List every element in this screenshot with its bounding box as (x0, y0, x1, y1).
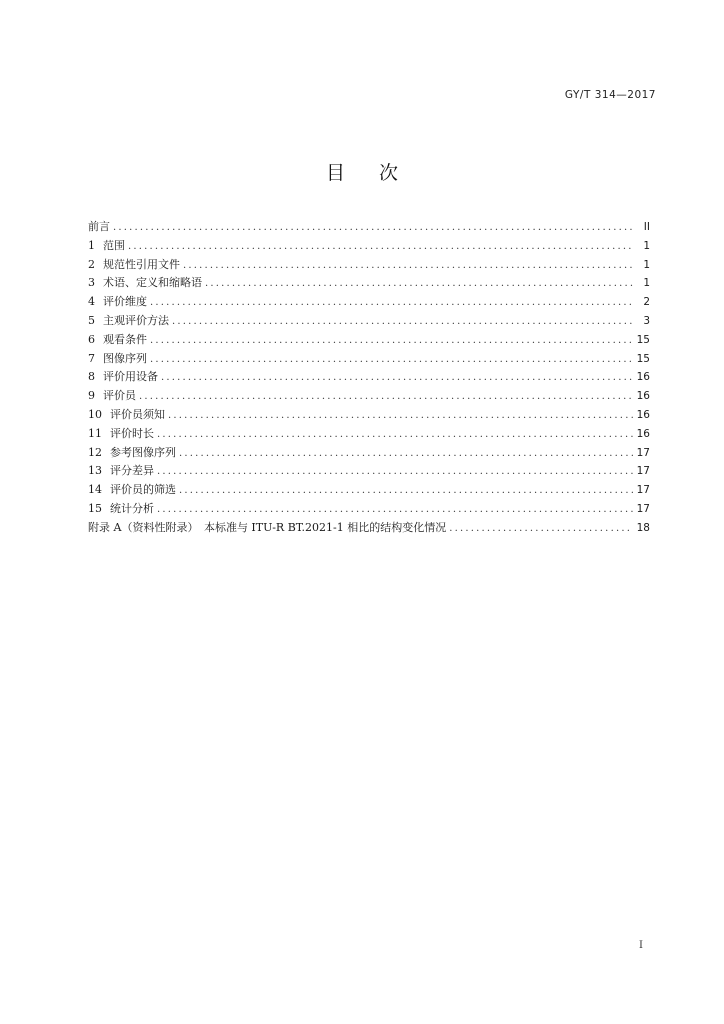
toc-entry-text: 范围 (103, 238, 125, 252)
toc-entry-text: 规范性引用文件 (103, 257, 180, 271)
toc-entry-text: 参考图像序列 (110, 445, 176, 459)
dot-leader (449, 520, 633, 539)
toc-entry-text: 评价时长 (110, 426, 154, 440)
title-char-2: 次 (379, 162, 399, 184)
toc-entry-page: 2 (643, 296, 650, 309)
toc-entry[interactable] (88, 293, 650, 312)
toc-entry-number: 8 (88, 370, 95, 384)
toc-entry-text: 评分差异 (110, 464, 154, 478)
toc-entry[interactable] (88, 425, 650, 444)
toc-entry-number: 12 (88, 445, 102, 459)
page-number: I (639, 940, 643, 951)
toc-entry-text: 主观评价方法 (103, 313, 169, 327)
toc-entry[interactable] (88, 406, 650, 425)
toc-entry[interactable] (88, 331, 650, 350)
toc-entry-text: 评价员 (103, 389, 136, 403)
toc-entry[interactable] (88, 462, 650, 481)
toc-entry-number: 10 (88, 407, 102, 421)
toc-entry[interactable] (88, 481, 650, 500)
toc-entry-label (88, 387, 136, 406)
toc-entry-label (88, 425, 154, 444)
toc-entry-page: 17 (636, 465, 650, 478)
dot-leader (128, 238, 633, 257)
toc-entry-label (88, 462, 154, 481)
toc-entry-number: 11 (88, 426, 102, 440)
toc-entry-number: 13 (88, 464, 102, 478)
table-of-contents (88, 218, 650, 538)
document-code: GY/T 314—2017 (564, 89, 656, 101)
toc-entry-label (88, 312, 169, 331)
toc-entry-label (88, 368, 158, 387)
toc-entry-page: 16 (636, 390, 650, 403)
toc-entry-page: 15 (636, 333, 650, 346)
toc-entry-label (88, 500, 154, 519)
toc-entry-page: II (643, 221, 650, 233)
dot-leader (113, 219, 633, 238)
toc-entry[interactable] (88, 444, 650, 463)
toc-entry-number: 3 (88, 276, 95, 290)
toc-entry[interactable] (88, 350, 650, 369)
toc-entry-page: 16 (636, 371, 650, 384)
toc-entry-label (88, 350, 147, 369)
toc-entry-number: 6 (88, 332, 95, 346)
toc-entry-number: 2 (88, 257, 95, 271)
dot-leader (150, 351, 633, 370)
dot-leader (157, 426, 633, 445)
toc-entry-text: 评价用设备 (103, 370, 158, 384)
toc-entry-text: 图像序列 (103, 351, 147, 365)
toc-entry-number: 4 (88, 295, 95, 309)
toc-entry[interactable] (88, 519, 650, 538)
toc-entry-text: 观看条件 (103, 332, 147, 346)
toc-entry-page: 16 (636, 408, 650, 421)
toc-entry[interactable] (88, 237, 650, 256)
toc-entry-page: 15 (636, 352, 650, 365)
toc-entry-page: 17 (636, 484, 650, 497)
toc-entry-label (88, 444, 176, 463)
toc-entry-page: 1 (643, 277, 650, 290)
dot-leader (157, 463, 633, 482)
toc-entry-label (88, 274, 202, 293)
dot-leader (183, 257, 633, 276)
toc-entry[interactable] (88, 500, 650, 519)
toc-entry-number: 1 (88, 238, 95, 252)
toc-entry-number: 14 (88, 483, 102, 497)
toc-entry-number: 9 (88, 389, 95, 403)
toc-entry-label (88, 519, 446, 538)
dot-leader (139, 388, 633, 407)
dot-leader (172, 313, 633, 332)
dot-leader (150, 332, 633, 351)
toc-entry-label (88, 293, 147, 312)
page-title (0, 158, 724, 185)
toc-entry-label (88, 237, 125, 256)
title-char-1: 目 (325, 162, 345, 184)
toc-entry-page: 3 (643, 314, 650, 327)
toc-entry-number: 15 (88, 501, 102, 515)
toc-entry-page: 1 (643, 258, 650, 271)
toc-entry[interactable] (88, 312, 650, 331)
toc-entry[interactable] (88, 387, 650, 406)
toc-entry-label (88, 481, 176, 500)
toc-entry-page: 16 (636, 427, 650, 440)
dot-leader (168, 407, 633, 426)
toc-entry-text: 术语、定义和缩略语 (103, 276, 202, 290)
toc-entry-page: 18 (636, 521, 650, 534)
toc-entry-label (88, 331, 147, 350)
dot-leader (205, 275, 633, 294)
toc-entry-number: 5 (88, 313, 95, 327)
dot-leader (150, 294, 633, 313)
toc-entry-text: 统计分析 (110, 501, 154, 515)
toc-entry[interactable] (88, 218, 650, 237)
toc-entry-label (88, 256, 180, 275)
toc-entry[interactable] (88, 256, 650, 275)
toc-entry-page: 1 (643, 239, 650, 252)
toc-entry-text: 前言 (88, 220, 110, 233)
toc-entry-label (88, 406, 165, 425)
dot-leader (179, 482, 633, 501)
dot-leader (161, 369, 633, 388)
toc-entry[interactable] (88, 274, 650, 293)
toc-entry-page: 17 (636, 502, 650, 515)
toc-entry-label (88, 218, 110, 237)
toc-entry-number: 7 (88, 351, 95, 365)
dot-leader (157, 501, 633, 520)
toc-entry-text: 评价维度 (103, 295, 147, 309)
toc-entry[interactable] (88, 368, 650, 387)
toc-entry-text: 评价员的筛选 (110, 483, 176, 497)
toc-entry-text: 附录 A（资料性附录） 本标准与 ITU-R BT.2021-1 相比的结构变化情况 (88, 520, 447, 534)
toc-entry-page: 17 (636, 446, 650, 459)
dot-leader (179, 445, 633, 464)
toc-entry-text: 评价员须知 (110, 407, 165, 421)
